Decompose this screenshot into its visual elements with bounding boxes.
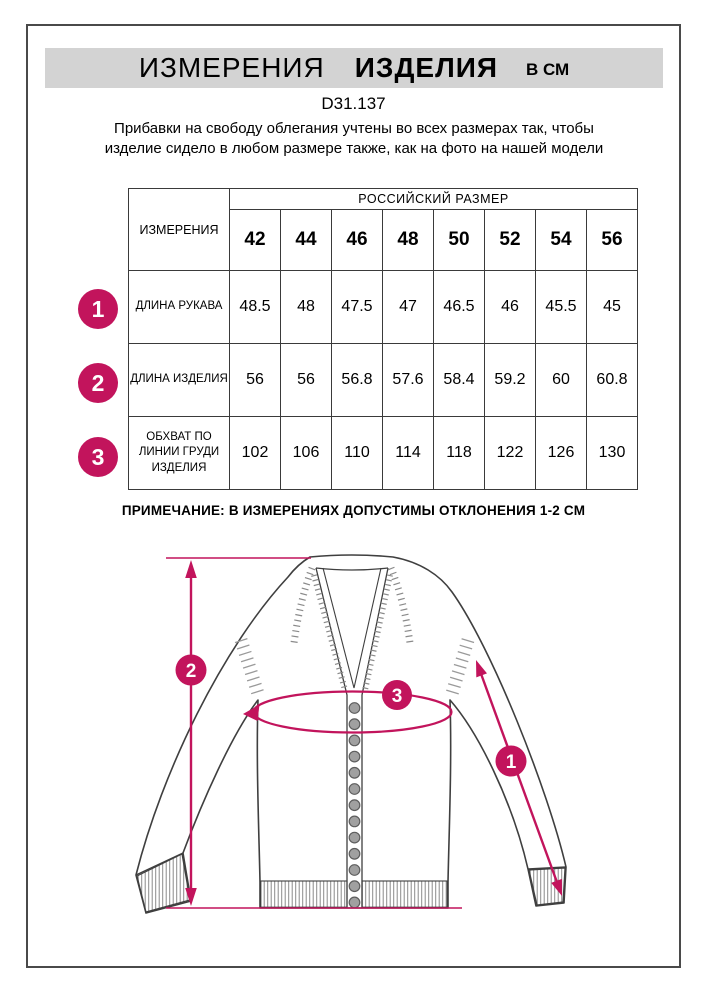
units-label: В СМ (525, 60, 570, 79)
button-icon (349, 735, 360, 746)
measurement-value: 60.8 (587, 344, 638, 417)
measurement-value: 48 (281, 271, 332, 344)
garment-diagram (120, 543, 610, 948)
measurement-value: 47 (383, 271, 434, 344)
fit-description: Прибавки на свободу облегания учтены во всех размерах так, чтобы изделие сидело в любом размере также, как на фото на нашей модели (104, 120, 604, 158)
size-table (128, 188, 638, 490)
page-title: ИЗМЕРЕНИЯ (138, 52, 325, 83)
sleeve-arrow (480, 671, 558, 885)
size-col-48: 48 (383, 210, 434, 271)
table-row (129, 417, 638, 490)
measurement-value: 45.5 (536, 271, 587, 344)
measurement-value: 118 (434, 417, 485, 490)
measurements-column-header: ИЗМЕРЕНИЯ (129, 189, 230, 271)
diagram-marker-1-label: 1 (505, 752, 517, 773)
measurement-value: 59.2 (485, 344, 536, 417)
measurement-value: 57.6 (383, 344, 434, 417)
cardigan-outline (136, 555, 566, 913)
size-col-50: 50 (434, 210, 485, 271)
size-col-56: 56 (587, 210, 638, 271)
measure-badge-2: 2 (78, 363, 118, 403)
hem-rib-left (261, 881, 347, 907)
button-icon (349, 897, 360, 908)
measurement-value: 60 (536, 344, 587, 417)
measurement-value: 58.4 (434, 344, 485, 417)
diagram-marker-3-label: 3 (391, 686, 403, 707)
measurement-value: 46.5 (434, 271, 485, 344)
button-icon (349, 703, 360, 714)
page-title-emphasis: ИЗДЕЛИЯ (354, 52, 498, 83)
row-label: ОБХВАТ ПО ЛИНИИ ГРУДИ ИЗДЕЛИЯ (129, 417, 230, 490)
size-group-header: РОССИЙСКИЙ РАЗМЕР (230, 189, 638, 210)
arrow-up-icon (185, 560, 197, 578)
button-icon (349, 865, 360, 876)
title-band (45, 48, 663, 88)
row-label: ДЛИНА ИЗДЕЛИЯ (129, 344, 230, 417)
diagram-marker-2-label: 2 (185, 661, 197, 682)
button-icon (349, 719, 360, 730)
size-col-44: 44 (281, 210, 332, 271)
measurement-value: 122 (485, 417, 536, 490)
size-col-52: 52 (485, 210, 536, 271)
size-col-46: 46 (332, 210, 383, 271)
measurement-value: 110 (332, 417, 383, 490)
size-col-42: 42 (230, 210, 281, 271)
measurement-value: 56.8 (332, 344, 383, 417)
measurement-value: 126 (536, 417, 587, 490)
hem-rib-right (362, 881, 447, 907)
measure-badge-3: 3 (78, 437, 118, 477)
measurement-value: 56 (281, 344, 332, 417)
measurement-value: 47.5 (332, 271, 383, 344)
button-icon (349, 849, 360, 860)
row-label: ДЛИНА РУКАВА (129, 271, 230, 344)
measurement-value: 114 (383, 417, 434, 490)
measurement-value: 48.5 (230, 271, 281, 344)
button-icon (349, 881, 360, 892)
measurement-value: 106 (281, 417, 332, 490)
product-code: D31.137 (321, 94, 386, 113)
button-icon (349, 832, 360, 843)
button-icon (349, 800, 360, 811)
measurement-value: 56 (230, 344, 281, 417)
button-icon (349, 784, 360, 795)
table-row (129, 344, 638, 417)
button-icon (349, 751, 360, 762)
button-icon (349, 768, 360, 779)
measurement-value: 130 (587, 417, 638, 490)
table-row (129, 271, 638, 344)
size-col-54: 54 (536, 210, 587, 271)
button-icon (349, 816, 360, 827)
tolerance-note: ПРИМЕЧАНИЕ: В ИЗМЕРЕНИЯХ ДОПУСТИМЫ ОТКЛОНЕНИЯ 1-2 СМ (121, 503, 586, 518)
measurement-value: 45 (587, 271, 638, 344)
measurement-value: 46 (485, 271, 536, 344)
measurement-value: 102 (230, 417, 281, 490)
measure-badge-1: 1 (78, 289, 118, 329)
